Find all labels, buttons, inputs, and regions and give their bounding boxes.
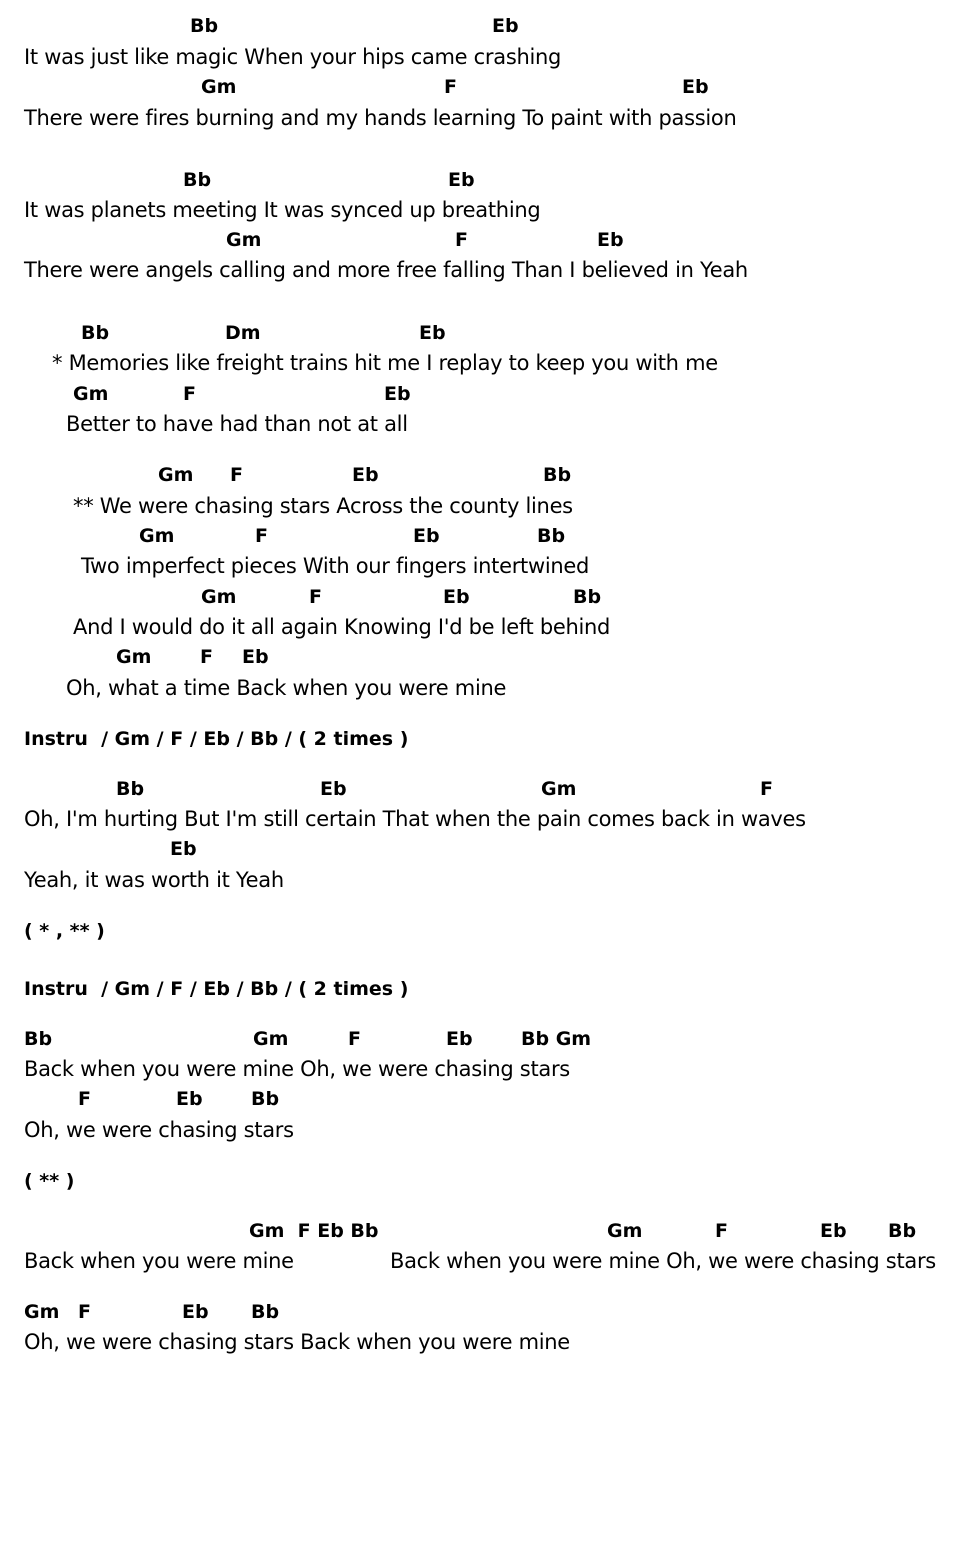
lyric-line: And I would do it all again Knowing I'd be left behind	[73, 615, 611, 639]
chord: F	[230, 464, 243, 486]
section-heading: Instru / Gm / F / Eb / Bb / ( 2 times )	[24, 728, 409, 750]
chord: Eb	[448, 169, 475, 191]
chord: Gm	[541, 778, 577, 800]
lyric-line: Better to have had than not at all	[66, 412, 408, 436]
chord: Bb	[543, 464, 572, 486]
chord: Eb	[176, 1088, 203, 1110]
chord: Gm	[201, 76, 237, 98]
chord: Bb	[116, 778, 145, 800]
chord: Eb	[419, 322, 446, 344]
chord: Eb	[182, 1301, 209, 1323]
section-heading: ( ** )	[24, 1170, 75, 1192]
chord: Gm	[116, 646, 152, 668]
chord: Gm F Eb Bb	[249, 1220, 379, 1242]
chord: Bb	[573, 586, 602, 608]
chord: Gm	[24, 1301, 60, 1323]
chord: Eb	[443, 586, 470, 608]
chord: Dm	[225, 322, 261, 344]
lyric-line: It was just like magic When your hips came crashing	[24, 45, 562, 69]
chord: Gm	[226, 229, 262, 251]
chord: F	[255, 525, 268, 547]
lyric-line: Oh, we were chasing stars Back when you were mine	[24, 1330, 570, 1354]
chord: F	[183, 383, 196, 405]
lyric-line: It was planets meeting It was synced up breathing	[24, 198, 541, 222]
chord: F	[78, 1088, 91, 1110]
lyric-line: * Memories like freight trains hit me I replay to keep you with me	[52, 351, 718, 375]
lyric-line: There were fires burning and my hands learning To paint with passion	[24, 106, 737, 130]
chord: Gm	[158, 464, 194, 486]
chord: F	[715, 1220, 728, 1242]
chord: Eb	[242, 646, 269, 668]
chord: F	[309, 586, 322, 608]
chord: Gm	[607, 1220, 643, 1242]
chord: F	[760, 778, 773, 800]
chord: Bb	[24, 1028, 53, 1050]
chord: Eb	[352, 464, 379, 486]
lyric-line: Oh, I'm hurting But I'm still certain That when the pain comes back in waves	[24, 807, 806, 831]
lyric-line: There were angels calling and more free falling Than I believed in Yeah	[24, 258, 748, 282]
lyric-line: Oh, what a time Back when you were mine	[66, 676, 507, 700]
lyric-line: Oh, we were chasing stars	[24, 1118, 294, 1142]
section-heading: ( * , ** )	[24, 920, 105, 942]
lyric-line: Two imperfect pieces With our fingers intertwined	[81, 554, 590, 578]
chord: F	[444, 76, 457, 98]
chord: Eb	[446, 1028, 473, 1050]
lyric-line: Back when you were mine	[24, 1249, 294, 1273]
chord: Gm	[253, 1028, 289, 1050]
chord: Bb	[183, 169, 212, 191]
chord: Bb Gm	[521, 1028, 592, 1050]
chord: Eb	[413, 525, 440, 547]
chord: Eb	[492, 15, 519, 37]
lyric-line: ** We were chasing stars Across the county lines	[73, 494, 573, 518]
chord: Eb	[170, 838, 197, 860]
chord: Gm	[73, 383, 109, 405]
chord: Eb	[682, 76, 709, 98]
chord: Eb	[320, 778, 347, 800]
lyric-line: Back when you were mine Oh, we were chasing stars	[390, 1249, 936, 1273]
chord: F	[200, 646, 213, 668]
chord: Eb	[384, 383, 411, 405]
chord: Bb	[190, 15, 219, 37]
chord: Gm	[201, 586, 237, 608]
chord: Bb	[251, 1301, 280, 1323]
chord: Bb	[81, 322, 110, 344]
chord: Eb	[597, 229, 624, 251]
chord: F	[348, 1028, 361, 1050]
section-heading: Instru / Gm / F / Eb / Bb / ( 2 times )	[24, 978, 409, 1000]
lyric-line: Back when you were mine Oh, we were chasing stars	[24, 1057, 570, 1081]
chord: Bb	[251, 1088, 280, 1110]
lyric-line: Yeah, it was worth it Yeah	[24, 868, 284, 892]
chord: Bb	[537, 525, 566, 547]
chord: Gm	[139, 525, 175, 547]
chord: F	[455, 229, 468, 251]
chord: F	[78, 1301, 91, 1323]
chord: Eb	[820, 1220, 847, 1242]
chord: Bb	[888, 1220, 917, 1242]
